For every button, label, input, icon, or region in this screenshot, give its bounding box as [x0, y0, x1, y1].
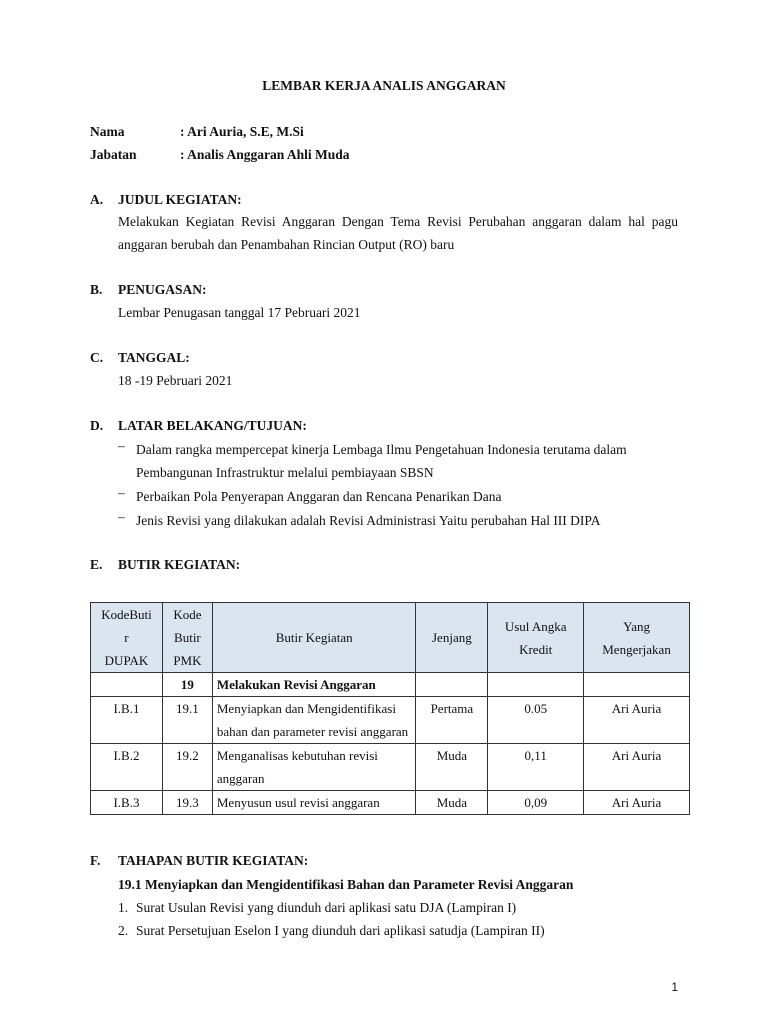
table-cell	[488, 673, 584, 697]
section-a-heading	[90, 192, 242, 208]
step-text: Surat Usulan Revisi yang diunduh dari aplikasi satu DJA (Lampiran I)	[136, 900, 517, 915]
table-cell: Ari Auria	[584, 791, 690, 815]
section-title: TANGGAL:	[118, 350, 190, 365]
header-line: PMK	[173, 653, 202, 668]
table-cell: Pertama	[416, 697, 488, 744]
header-line: Usul Angka	[504, 618, 567, 634]
table-cell: 19.3	[162, 791, 212, 815]
section-title: BUTIR KEGIATAN:	[118, 557, 241, 572]
header-line: Kredit	[519, 641, 553, 657]
table-cell: Menyiapkan dan Mengidentifikasi bahan dan parameter revisi anggaran	[212, 697, 416, 744]
section-a-text: Melakukan Kegiatan Revisi Anggaran Dengan Tema Revisi Perubahan anggaran dalam hal pagu anggaran berubah dan Penambahan Rincian Output (RO) baru	[118, 214, 678, 252]
table-cell: 0.05	[488, 697, 584, 744]
section-letter: D.	[90, 418, 104, 433]
header-line: Kode	[173, 607, 202, 622]
jabatan-label: Jabatan	[90, 147, 137, 162]
header-jenjang: Jenjang	[416, 603, 488, 673]
header-line: Yang	[623, 618, 650, 634]
header-line: r	[124, 630, 129, 645]
table-cell: I.B.3	[91, 791, 163, 815]
table-cell: 0,11	[488, 744, 584, 791]
header-line: KodeButi	[101, 607, 152, 622]
table-row	[91, 744, 690, 791]
section-c-text: 18 -19 Pebruari 2021	[118, 373, 233, 388]
bullet-dash: –	[118, 509, 125, 524]
page-number: 1	[671, 980, 678, 994]
header-usul-angka-kredit	[488, 603, 584, 673]
list-item: Perbaikan Pola Penyerapan Anggaran dan Rencana Penarikan Dana	[136, 489, 502, 504]
list-item: Dalam rangka mempercepat kinerja Lembaga Ilmu Pengetahuan Indonesia terutama dalam Pembangunan Infrastruktur melalui pembiayaan SBSN	[136, 442, 627, 480]
table-cell	[91, 673, 163, 697]
header-kode-pmk	[162, 603, 212, 673]
section-f-heading	[90, 853, 308, 869]
header-yang-mengerjakan	[584, 603, 690, 673]
header-line: DUPAK	[104, 653, 149, 668]
table-cell: Ari Auria	[584, 744, 690, 791]
section-letter: C.	[90, 350, 104, 365]
table-group-row	[91, 673, 690, 697]
section-title: PENUGASAN:	[118, 282, 207, 297]
table-cell: 0,09	[488, 791, 584, 815]
table-cell	[584, 673, 690, 697]
section-d-heading	[90, 418, 307, 434]
nama-label: Nama	[90, 124, 125, 139]
section-b-text: Lembar Penugasan tanggal 17 Pebruari 2021	[118, 305, 361, 320]
header-line: Mengerjakan	[602, 641, 671, 657]
header-butir-kegiatan: Butir Kegiatan	[212, 603, 416, 673]
table-cell: Muda	[416, 744, 488, 791]
section-c-heading	[90, 350, 190, 366]
section-letter: E.	[90, 557, 103, 572]
bullet-dash: –	[118, 438, 125, 453]
section-letter: F.	[90, 853, 101, 868]
section-title: JUDUL KEGIATAN:	[118, 192, 242, 207]
header-line: Butir	[174, 630, 201, 645]
subsection-heading: 19.1 Menyiapkan dan Mengidentifikasi Bahan dan Parameter Revisi Anggaran	[118, 877, 574, 892]
table-cell: I.B.2	[91, 744, 163, 791]
table-cell: Muda	[416, 791, 488, 815]
step-number: 1.	[118, 900, 129, 915]
jabatan-value: : Analis Anggaran Ahli Muda	[180, 147, 350, 162]
step-text: Surat Persetujuan Eselon I yang diunduh dari aplikasi satudja (Lampiran II)	[136, 923, 545, 938]
nama-value: : Ari Auria, S.E, M.Si	[180, 124, 304, 139]
table-cell: Menyusun usul revisi anggaran	[212, 791, 416, 815]
section-b-heading	[90, 282, 207, 298]
table-cell: Ari Auria	[584, 697, 690, 744]
table-header-row	[91, 603, 690, 673]
section-title: TAHAPAN BUTIR KEGIATAN:	[118, 853, 309, 868]
section-title: LATAR BELAKANG/TUJUAN:	[118, 418, 307, 433]
table-cell: I.B.1	[91, 697, 163, 744]
table-row	[91, 791, 690, 815]
section-letter: A.	[90, 192, 104, 207]
section-e-heading	[90, 557, 240, 573]
butir-kegiatan-table	[90, 602, 690, 815]
list-item: Jenis Revisi yang dilakukan adalah Revisi Administrasi Yaitu perubahan Hal III DIPA	[136, 513, 601, 528]
table-cell: Melakukan Revisi Anggaran	[212, 673, 416, 697]
table-row	[91, 697, 690, 744]
page-title: LEMBAR KERJA ANALIS ANGGARAN	[262, 78, 506, 93]
table-cell	[416, 673, 488, 697]
section-letter: B.	[90, 282, 103, 297]
table-cell: 19	[162, 673, 212, 697]
table-cell: 19.1	[162, 697, 212, 744]
bullet-dash: –	[118, 485, 125, 500]
table-cell: Menganalisas kebutuhan revisi anggaran	[212, 744, 416, 791]
header-kode-dupak	[91, 603, 163, 673]
table-cell: 19.2	[162, 744, 212, 791]
step-number: 2.	[118, 923, 129, 938]
